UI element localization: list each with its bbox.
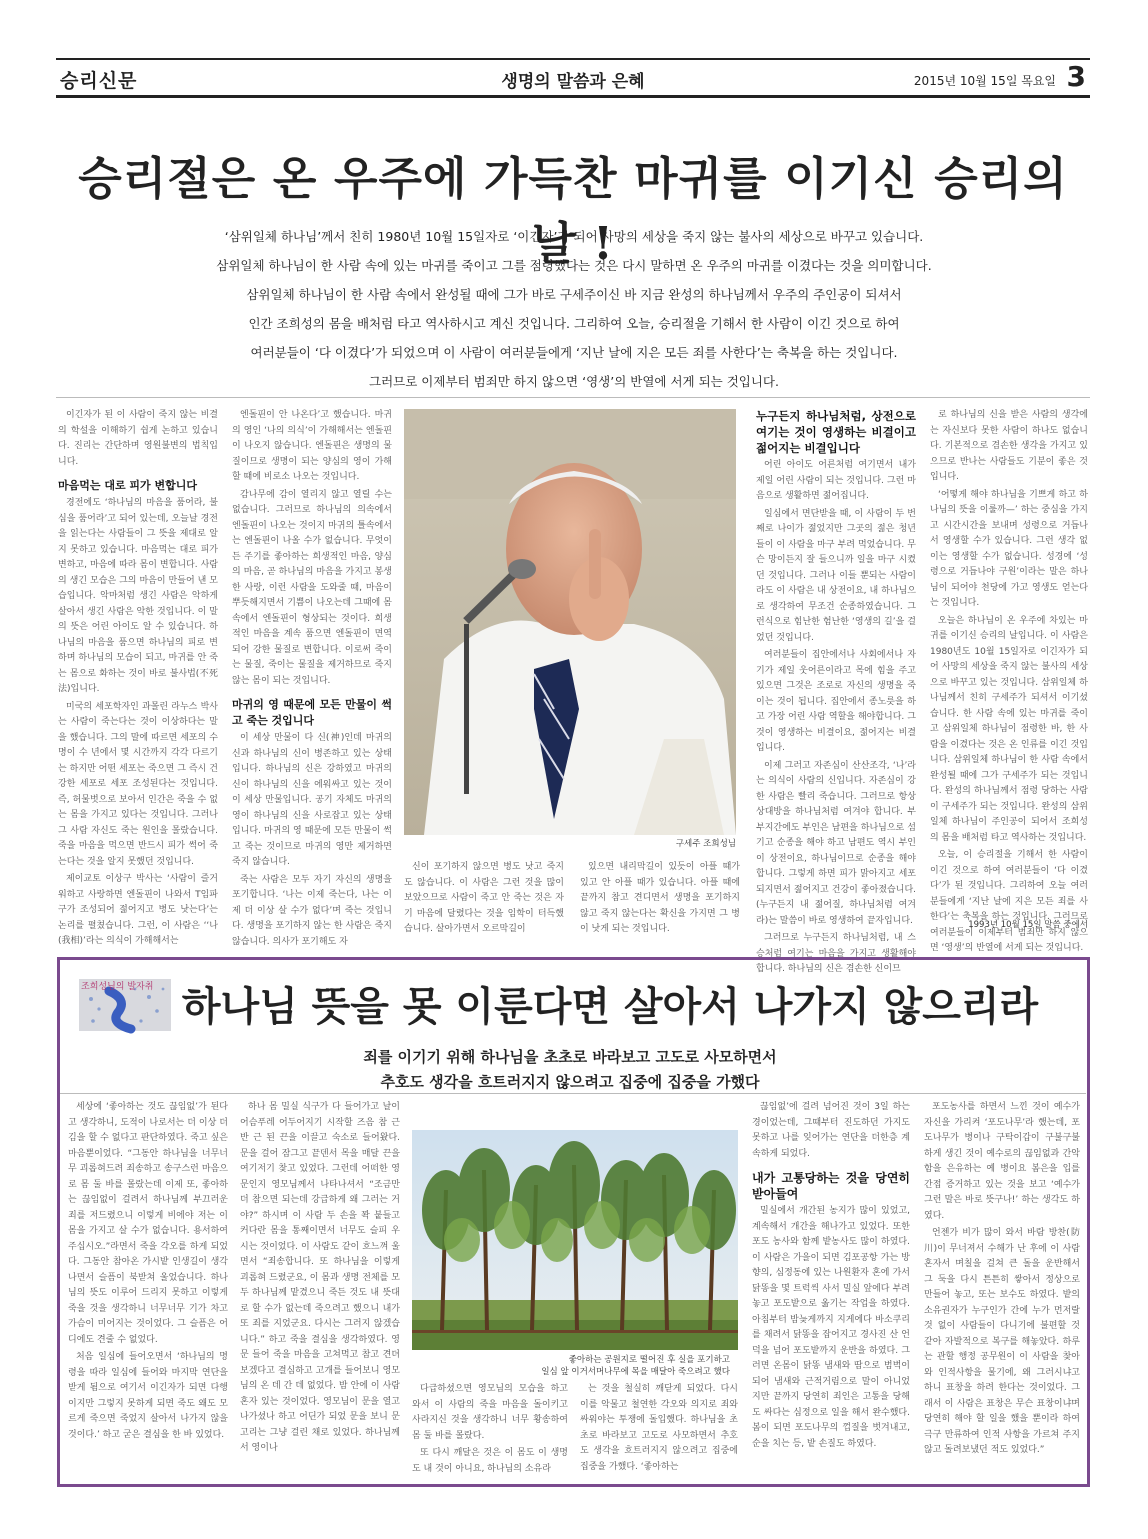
article1-column-3 xyxy=(404,860,564,934)
intro-line: 인간 조희성의 몸을 배처럼 타고 역사하시고 계신 것입니다. 그리하여 오늘, 승리절을 기해서 한 사람이 이긴 것으로 하여 xyxy=(248,316,900,331)
subheading: 마음먹는 대로 피가 변합니다 xyxy=(58,479,197,492)
emblem-label: 조희성님의 발자취 xyxy=(81,982,154,992)
newspaper-brand: 승리신문 xyxy=(60,70,138,92)
paragraph: 는 것을 철실히 깨닫게 되었다. 다시 이를 악물고 철연한 각오와 의지로 죄와 싸워야는 투쟁에 돌입했다. 하나님을 초초로 바라보고 고도로 사모하면서 추호도 생각을 흐트러지지 않으려고 집중에 집중을 가했다. ‘좋아하는 xyxy=(580,1384,738,1472)
paragraph: ‘어떻게 해야 하나님을 기쁘게 하고 하나님의 뜻을 이룰까—’ 하는 중심을 가지고 시간시간을 보내며 성령으로 거듭나서 영생할 수가 있습니다. 그런 생각 없이는 영생할 수가 없습니다. 성경에 ‘성령으로 거듭나야 구원’이라는 말은 하나님이 되어야 천당에 가고 영생도 얻는다는 것입니다. xyxy=(930,489,1088,608)
photo-caption: 구세주 조희성님 xyxy=(675,839,736,849)
intro-line: 삼위일체 하나님이 한 사람 속에 있는 마귀를 죽이고 그를 점령했다는 것은 다시 말하면 온 우주의 마귀를 이겼다는 것을 의미합니다. xyxy=(216,258,932,273)
painting-caption xyxy=(500,1354,730,1378)
article2-column-4-lead xyxy=(580,1382,738,1482)
speech-source: 1993년 10월 15일 말씀 중에서 xyxy=(968,920,1088,930)
paragraph: 처음 일심에 들어오면서 ‘하나님의 명령을 따라 일심에 들어와 마지막 연단을 받게 됨으로 여기서 이긴자가 되면 다행이지만 그렇지 못하게 되면 죽도 왜도 모르게 죽으면 죽었지 살아서 나가지 않을 것이다.’ 하고 굳은 결심을 한 바 있었다. xyxy=(68,1352,228,1440)
paragraph: 있으면 내리막길이 있듯이 아플 때가 있고 안 아플 때가 있습니다. 아플 때에 끝까지 참고 견디면서 생명을 포기하지 않고 죽지 않는다는 확신을 가지면 그 병이 낫게 되는 것입니다. xyxy=(580,862,740,934)
paragraph: 이긴자가 된 이 사람이 죽지 않는 비결의 학설을 이해하기 쉽게 논하고 있습니다. 진리는 간단하며 영원불변의 법칙입니다. xyxy=(58,410,218,467)
paragraph: 그러므로 누구든지 하나님처럼, 내 스승처럼 여기는 마음을 가지고 생활해야 합니다. 하나님의 신은 겸손한 신이므 xyxy=(756,933,916,974)
article1-column-5 xyxy=(756,408,916,974)
paragraph: 오늘은 하나님이 온 우주에 차있는 마귀를 이기신 승리의 날입니다. 이 사람은 1980년도 10월 15일자로 이긴자가 되어 사망의 세상을 죽지 않는 불사의 세상으로 바꾸고 있는 것입니다. 삼위일체 하나님께서 친히 구세주가 되셔서 이기셨습니다. 한 사람 속에 있는 마귀를 죽이고 삼위일체 하나님이 점령한 바, 한 사람을 이겼다는 것은 온 인류를 이긴 것입니다. 삼위일체 하나님이 한 사람 속에서 완성될 때에 그가 구세주가 되는 것입니다. 완성의 하나님께서 점령 당하는 사람이 구세주가 되는 것입니다. 완성의 삼위일체 하나님이 주인공이 되어서 조희성의 몸을 배처럼 타고 역사하는 것입니다. xyxy=(930,615,1088,843)
paragraph: 죽는 사람은 모두 자기 자신의 생명을 포기합니다. ‘나는 이제 죽는다, 나는 이제 더 이상 살 수가 없다’며 죽는 것입니다. 생명을 포기하지 않는 한 사람은 죽지 않습니다. 의사가 포기해도 자 xyxy=(232,874,392,947)
paragraph: 여러분들이 집안에서나 사회에서나 자기가 제일 웃어른이라고 목에 힘을 주고 있으면 그것은 조로로 자신의 생명을 죽이는 것이 됩니다. 집안에서 종노릇을 하고 가장 어린 사람 역할을 해야합니다. 그것이 영생하는 비결이요, 젊어지는 비결입니다. xyxy=(756,650,916,753)
paragraph: 경전에도 ‘하나님의 마음을 품어라, 불심을 품어라’고 되어 있는데, 오늘날 경전을 읽는다는 사람들이 그 뜻을 제대로 알지 못하고 있습니다. 마음먹는 대로 피가 변하고, 마음에 따라 몸이 변합니다. 사람의 생긴 모습은 그의 마음이 만들어 낸 모습입니다. 악마처럼 생긴 사람은 악하게 살아서 생긴 사람은 악한 것입니다. 이 말의 뜻은 어린 아이도 알 수 있습니다. 하나님의 마음을 품으면 하나님의 피로 변하며 하나님의 모습이 되고, 마귀를 안 죽는 몸으로 화하는 것이 바로 불사법(不死法)입니다. xyxy=(58,498,218,694)
paragraph: 어린 아이도 어른처럼 여기면서 내가 제일 어린 사람이 되는 것입니다. 그런 마음으로 생활하면 젊어집니다. xyxy=(756,460,916,501)
paragraph: 엔돌핀이 안 나온다’고 했습니다. 마귀의 영인 ‘나의 의식’이 가해해서는 엔돌핀이 나오지 않습니다. 엔돌핀은 생명의 물질이므로 생명이 되는 양심의 영이 가해할 때에 비로소 나오는 것입니다. xyxy=(232,410,392,482)
paragraph: 또 다시 깨달은 것은 이 몸도 이 생명도 내 것이 아니요, 하나님의 소유라 xyxy=(412,1448,568,1474)
paragraph: 언젠가 비가 많이 와서 바람 방찬(防川)이 무너져서 수해가 난 후에 이 사람 혼자서 며칠을 걸쳐 큰 돌을 운반해서 그 둑을 다시 튼튼히 쌓아서 정상으로 만들어 놓고, 또는 보수도 하였다. 밭의 소유권자가 누구인가 간에 누가 먼저랄 것 없이 사람들이 다니기에 불편할 것 같아 자발적으로 복구를 해놓았다. 하루는 관할 행정 공무원이 이 사람을 찾아와 인적사항을 물기에, 왜 그러시냐고 하니 표창을 하려 한다는 것이었다. 그래서 이 사람은 표창은 무슨 표창이냐며 당연히 해야 할 일을 했을 뿐이라 하여 극구 만류하여 인적 사항을 가르쳐 주지 않고 돌려보냈던 적도 있었다.” xyxy=(924,1228,1080,1455)
speaker-photo xyxy=(404,409,736,835)
intro-line: 삼위일체 하나님이 한 사람 속에서 완성될 때에 그가 바로 구세주이신 바 지금 완성의 하나님께서 우주의 주인공이 되셔서 xyxy=(246,287,902,302)
paragraph: 미국의 세포학자인 과몰린 라누스 박사는 사람이 죽는다는 것이 이상하다는 말을 했습니다. 그의 말에 따르면 세포의 수명이 수 년에서 몇 시간까지 각각 다르기는 하지만 어떤 세포는 죽으면 그 즉시 건강한 세포로 세포 조성된다는 것입니다. 즉, 허물벗으로 보아서 인간은 죽을 수 없는 몸을 가지고 있다는 것입니다. 그러나 그 사람 자신도 죽는 원인을 몰랐습니다. 죽을 마음을 먹으면 반드시 피가 썩어 죽는다는 것을 알지 못했던 것입니다. xyxy=(58,701,218,867)
paragraph: 신이 포기하지 않으면 병도 낫고 죽지도 않습니다. 이 사람은 그런 것을 많이 보았으므로 사람이 죽고 안 죽는 것은 자기 마음에 달렸다는 것을 임학이 터득했습니다. 살아가면서 오르막길이 xyxy=(404,862,564,934)
intro-line: ‘삼위일체 하나님’께서 친히 1980년 10월 15일자로 ‘이긴자’가 되어 사망의 세상을 죽지 않는 불사의 세상으로 바꾸고 있습니다. xyxy=(224,229,924,244)
article2-column-5 xyxy=(752,1100,910,1480)
subheadline-line: 추호도 생각을 흐트러지지 않으려고 집중에 집중을 가했다 xyxy=(380,1073,760,1091)
section-title: 생명의 말씀과 은혜 xyxy=(501,72,645,92)
article2-column-1 xyxy=(68,1100,228,1480)
paragraph: 밀실에서 개간된 농지가 많이 있었고, 계속해서 개간을 해나가고 있었다. 또한 포도 농사와 함께 밭농사도 많이 하였다. 이 사람은 가을이 되면 김포공항 가는 방향의, 심정동에 있는 나원환자 혼에 가서 닭똥을 몇 트럭씩 사서 밀실 앞에다 부려 놓고 포도밭으로 옮기는 작업을 하였다. 아침부터 밤늦게까지 지게에다 바소쿠리를 채려서 닭똥을 잡어지고 경사진 산 언덕을 넘어 포도밭까지 운반을 하였다. 그러면 온몸이 닭똥 냄새와 땀으로 범벅이 되어 냄새와 근적거림으로 말이 아니었지만 끝까지 당연히 죄인은 고통을 당해도 싸다는 심정으로 일을 해서 완수했다. 봄이 되면 포도나무의 껍질을 벗겨내고, 순을 치는 등, 밭 손질도 하였다. xyxy=(752,1206,910,1449)
caption-line: 일심 앞 이거서머나무에 목을 매달아 죽으려고 했다 xyxy=(541,1367,730,1377)
article2-column-6 xyxy=(924,1100,1080,1480)
paragraph: 이제 그러고 자존심이 산산조각, ‘나’라는 의식이 사람의 신입니다. 자존심이 강한 사람은 빨리 죽습니다. 그러므로 항상 상대방을 하나님처럼 여겨야 합니다. 부부지간에도 부인은 남편을 하나님으로 섬기고 순종을 해야 하고 남편도 역시 부인이 상전이요, 하나님이므로 순종을 해야 합니다. 그렇게 하면 피가 맑아지고 세포되지면서 젊어지고 건강이 좋아졌습니다. (누구든지 내 젊어질, 하나님처럼 여겨라)는 말씀이 바로 영생하여 끝자입니다. xyxy=(756,760,916,926)
paragraph: 감나무에 감이 열리지 않고 열릴 수는 없습니다. 그러므로 하나님의 의속에서 엔돌핀이 나오는 것이지 마귀의 틀속에서는 엔돌핀이 나올 수가 없습니다. 무엇이든 주기를 좋아하는 희생적인 마음, 양심의 마음, 곧 하나님의 마음을 가지고 봉생한 사랑, 이런 사람을 도와줄 때, 마음이 뿌듯해지면서 기쁨이 나오는데 그때에 몸속에서 엔돌핀이 형상되는 것이다. 희생적인 마음을 계속 품으면 엔돌핀이 면역되어 강한 물질로 변합니다. 이로써 죽이는 물질, 죽이는 물질을 제거하므로 죽지 않는 몸이 되는 것입니다. xyxy=(232,489,392,686)
paragraph: 오늘, 이 승리절을 기해서 한 사람이 이긴 것으로 하여 여러분들이 ‘다 이겼다’가 된 것입니다. 그리하여 오늘 여러분들에게 ‘지난 날에 지은 모든 죄를 사한다’는 축복을 하는 것입니다. 그러므로 여러분들이 이제부터 범죄만 하지 않으면 ‘영생’의 반열에 서게 되는 것입니다. xyxy=(930,850,1088,953)
paragraph: 끊임없’에 걸려 넘어진 것이 3일 하는 경이었는데, 그때부터 진도하던 가지도 못하고 나를 잊어가는 연단을 더한층 계속하게 되었다. xyxy=(752,1102,910,1159)
subheading: 마귀의 영 때문에 모든 만물이 썩고 죽는 것입니다 xyxy=(232,698,392,727)
article2-headline: 하나님 뜻을 못 이룬다면 살아서 나가지 않으리라 xyxy=(181,983,1039,1030)
article1-intro xyxy=(170,222,978,396)
paragraph: 로 하나님의 신을 받은 사람의 생각에는 자신보다 못한 사람이 하나도 없습니다. 기본적으로 겸손한 생각을 가지고 있으므로 반나는 사람들도 기분이 좋은 것입니다. xyxy=(930,410,1088,482)
article2-column-3 xyxy=(412,1382,568,1482)
intro-line: 여러분들이 ‘다 이겼다’가 되었으며 이 사람이 여러분들에게 ‘지난 날에 지은 모든 죄를 사한다’는 축복을 하는 것입니다. xyxy=(250,345,898,360)
subheading: 누구든지 하나님처럼, 상전으로 여기는 것이 영생하는 비결이고 젊어지는 비결입니다 xyxy=(756,409,916,455)
article1-column-4 xyxy=(580,860,740,934)
subheadline-line: 죄를 이기기 위해 하나님을 초초로 바라보고 고도로 사모하면서 xyxy=(363,1048,777,1066)
subheading: 내가 고통당하는 것을 당연히 받아들여 xyxy=(752,1171,910,1201)
paragraph: 세상에 ‘좋아하는 것도 끊임없’가 된다고 생각하니, 도적이 나로서는 더 이상 더 김을 할 수 없다고 판단하였다. 죽고 싶은 마음뿐이었다. “그동안 하나님을 너무너무 괴롭혀드려 죄송하고 송구스런 마음으로 몸 둘 바를 몰랐는데 이제 또, 좋아하는 끊임없이 걸려서 하나님께 부끄러운 죄를 저드렸으니 이렇게 비에야 저는 이 몸을 가지고 살 수가 없습니다. 용서하여 주십시오.”라면서 죽을 각오를 하게 되었다. 그동안 참아온 가시밭 인생길이 생각나면서 슬픔이 북받쳐 울었습니다. 하나님의 뜻도 이루어 드리지 못하고 이렇게 죽을 것을 생각하니 너무너무 기가 차고 가슴이 미어지는 것이었다. 그 슬픔은 어디에도 견줄 수 없었다. xyxy=(68,1102,228,1345)
article2-subheadline xyxy=(180,1045,960,1095)
intro-line: 그러므로 이제부터 범죄만 하지 않으면 ‘영생’의 반열에 서게 되는 것입니다. xyxy=(369,374,779,389)
issue-date: 2015년 10월 15일 목요일 xyxy=(913,74,1056,88)
divider xyxy=(56,397,1090,398)
paragraph: 포도농사를 하면서 느낀 것이 예수가 자신을 가리켜 ‘포도나무’라 했는데, 포도나무가 병이나 구탁이갑이 구불구불하게 생긴 것이 예수로의 끊임없과 간악함을 은유하는 예 병이요 봄은을 입를 간접 증거하고 있는 것을 보고 ‘예수가 그런 말은 바로 뜻구나!’ 하는 생각도 하였다. xyxy=(924,1102,1080,1221)
paragraph: 제이교토 이상구 박사는 ‘사람이 즐거워하고 사랑하면 엔돌핀이 나와서 T임파구가 조성되어 젊어지고 병도 낫는다’는 논리를 펼쳤습니다. 그런, 이 사람은 ‘‘나(我相)’라는 의식이 가해해서는 xyxy=(58,874,218,946)
caption-line: 좋아하는 공원지로 떨어진 후 실을 포기하고 xyxy=(568,1355,730,1365)
paragraph: 이 세상 만물이 다 신(神)인데 마귀의 신과 하나님의 신이 병존하고 있는 상태입니다. 하나님의 신은 강하였고 마귀의 신이 하나님의 신을 에워싸고 있는 것이 이 세상 만물입니다. 공기 자체도 마귀의 영이 하나님의 신을 사로잡고 있는 상태입니다. 마귀의 영 때문에 모든 만물이 썩고 죽는 것이므로 마귀의 영만 제거하면 죽지 않습니다. xyxy=(232,733,392,867)
trees-painting xyxy=(412,1130,738,1350)
article1-column-1 xyxy=(58,408,218,946)
article1-column-2 xyxy=(232,408,392,947)
paragraph: 하나 몸 밀실 식구가 다 들어가고 날이 어슴푸레 어두어지기 시작할 즈음 참 근 반 근 된 끈을 이끌고 숙소로 들어왔다. 문을 걸어 잠그고 끝덴서 목을 매달 끈을 여기저기 찾고 있었다. 그런데 어떠한 영문인지 영모님께서 나타나셔서 “조금만 더 참으면 되는데 강급하게 왜 그러는 거야?” 하시며 이 사람 두 손을 꽉 붙들고 커다란 몸을 통째이면서 너무도 슬피 우시는 것이었다. 이 사람도 같이 흐느껴 울면서 “죄송합니다. 또 하나님을 이렇게 괴롭혀 드렸군요, 이 몸과 생명 전체를 모두 하나님께 맡겼으니 죽든 것도 내 뜻대로 할 수가 없는데 죽으려고 했으니 내가 또 죄를 지었군요. 다시는 그러지 않겠습니다.” 하고 죽을 결심을 생각하였다. 영문 들어 죽을 마음을 고쳐먹고 참고 견뎌보겠다고 결심하고 고개를 들어보니 영모님의 온 데 간 데 없었다. 밤 안에 이 사람 혼자 있는 것이었다. 영모님이 문을 열고 나가셨나 하고 어딘가 되었 문을 보니 문고리는 그냥 걸린 채로 있었다. 하나님께서 영이나 xyxy=(240,1102,400,1453)
paragraph: 일심에서 면단받을 때, 이 사람이 두 번째로 나이가 젊었지만 그곳의 젊은 청년들이 이 사람을 마구 부려 먹었습니다. 무슨 망이든지 잘 들으니까 일을 마구 시켰던 것입니다. 그러나 이들 뿐되는 사람이라도 이 사람은 내 상전이요, 내 하나님으로 생각하여 무조건 순종하였습니다. 그런식으로 힘난한 험난한 ‘영생의 길’을 걸었던 것입니다. xyxy=(756,508,916,643)
article1-headline: 승리절은 온 우주에 가득찬 마귀를 이기신 승리의 날 ! xyxy=(78,152,1068,270)
paragraph: 다급하셨으면 영모님의 모습을 하고 와서 이 사람의 죽을 마음을 돌이키고 사라지신 것을 생각하니 너무 황송하여 몸 둘 바를 몰랐다. xyxy=(412,1384,568,1441)
divider xyxy=(60,1093,1086,1094)
page-header xyxy=(56,58,1090,98)
article2-column-2 xyxy=(240,1100,400,1480)
page-number: 3 xyxy=(1066,60,1086,93)
